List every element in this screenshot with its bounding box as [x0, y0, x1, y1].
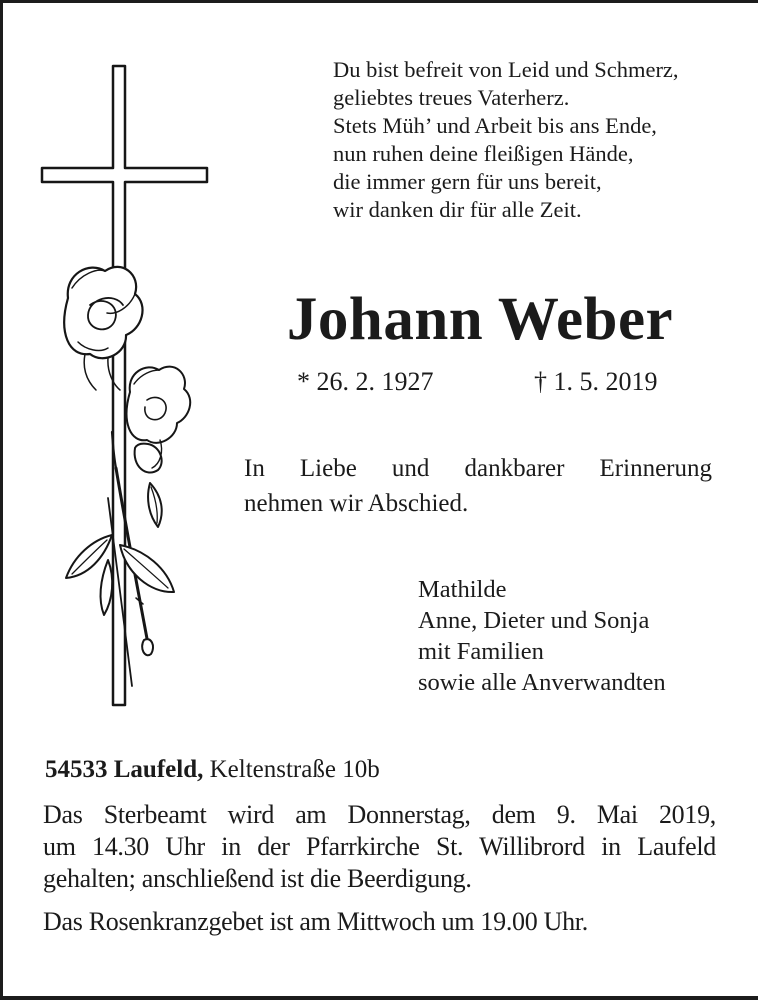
memorial-poem	[333, 56, 679, 224]
poem-line: Stets Müh’ und Arbeit bis ans Ende,	[333, 113, 657, 138]
deceased-name: Johann Weber	[286, 286, 674, 353]
birth-date: * 26. 2. 1927	[297, 367, 434, 396]
service-line: gehalten; anschließend ist die Beerdigung.	[43, 864, 472, 893]
farewell-text	[244, 451, 712, 521]
address-street: Keltenstraße 10b	[203, 756, 380, 783]
address-line	[45, 756, 380, 784]
rosary-info: Das Rosenkranzgebet ist am Mittwoch um 19.00 Uhr.	[43, 907, 588, 936]
poem-line: Du bist befreit von Leid und Schmerz,	[333, 57, 679, 82]
service-line: um 14.30 Uhr in der Pfarrkirche St. Willibrord in Laufeld	[43, 832, 716, 861]
poem-line: nun ruhen deine fleißigen Hände,	[333, 141, 634, 166]
service-line: Das Sterbeamt wird am Donnerstag, dem 9. Mai 2019,	[43, 800, 716, 829]
death-date: † 1. 5. 2019	[534, 367, 658, 396]
address-city: 54533 Laufeld,	[45, 756, 204, 783]
poem-line: wir danken dir für alle Zeit.	[333, 197, 582, 222]
rose-top-icon	[64, 267, 142, 390]
farewell-line: In Liebe und dankbarer Erinnerung	[244, 455, 712, 482]
farewell-line: nehmen wir Abschied.	[244, 490, 469, 517]
cross-and-roses-graphic	[0, 0, 250, 760]
mourner-line: Mathilde	[418, 576, 507, 603]
mourner-line: mit Familien	[418, 638, 544, 665]
mourner-line: Anne, Dieter und Sonja	[418, 607, 650, 634]
service-info	[43, 799, 716, 895]
poem-line: geliebtes treues Vaterherz.	[333, 85, 570, 110]
rose-bottom-icon	[127, 367, 191, 473]
mourner-line: sowie alle Anverwandten	[418, 669, 666, 696]
mourners-list	[418, 574, 666, 698]
bottom-border	[0, 996, 758, 1000]
poem-line: die immer gern für uns bereit,	[333, 169, 602, 194]
